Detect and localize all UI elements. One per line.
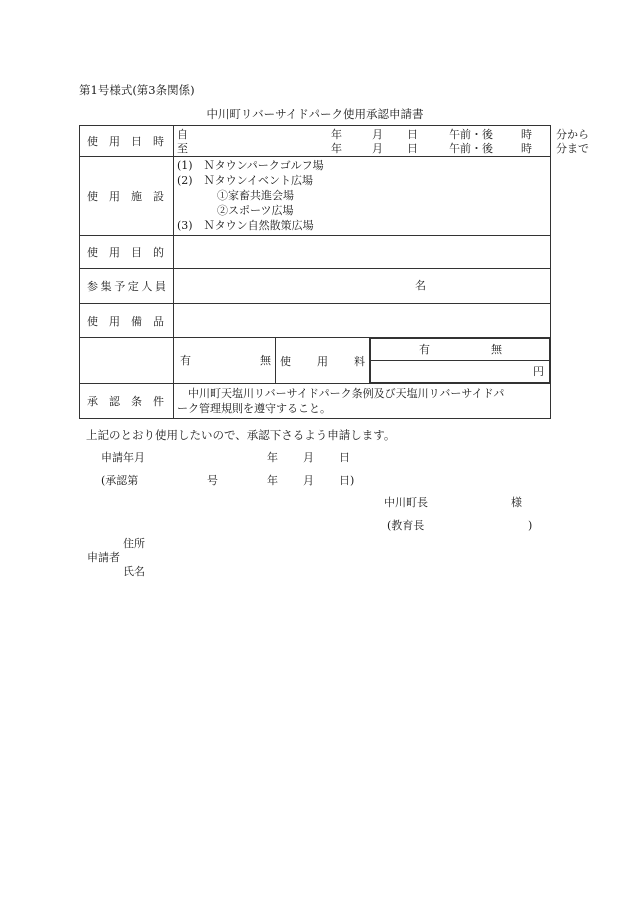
apply-date-month: 月 bbox=[303, 451, 314, 464]
equipment-yes-no[interactable]: 有 無 bbox=[174, 338, 276, 384]
approval-date-month: 月 bbox=[303, 474, 314, 487]
facility-subitem[interactable]: ①家畜共進会場 bbox=[217, 189, 294, 202]
equipment-field[interactable] bbox=[174, 304, 551, 338]
apply-date-day: 日 bbox=[339, 451, 350, 464]
form-number: 第1号様式(第3条関係) bbox=[79, 83, 195, 97]
row-date bbox=[80, 126, 551, 157]
approval-date-year: 年 bbox=[267, 474, 278, 487]
form-title: 中川町リバーサイドパーク使用承認申請書 bbox=[206, 107, 424, 121]
label-attendees: 参 集 予 定 人 員 bbox=[80, 269, 174, 304]
facility-subitem[interactable]: ②スポーツ広場 bbox=[217, 204, 294, 217]
mayor-honorific: 様 bbox=[511, 496, 522, 509]
education-close: ) bbox=[528, 519, 533, 532]
fee-field[interactable] bbox=[370, 338, 551, 384]
mayor-label: 中川町長 bbox=[384, 496, 428, 509]
approval-no-go: 号 bbox=[207, 474, 218, 487]
row-conditions bbox=[80, 384, 551, 419]
row-purpose bbox=[80, 236, 551, 269]
label-conditions: 承 認 条 件 bbox=[80, 384, 174, 419]
approval-no-label: (承認第 bbox=[101, 474, 139, 487]
purpose-field[interactable] bbox=[174, 236, 551, 269]
facility-item[interactable]: (2) Ｎタウンイベント広場 bbox=[177, 174, 314, 187]
attendees-unit: 名 bbox=[415, 279, 426, 292]
label-date: 使 用 日 時 bbox=[80, 126, 174, 157]
fee-no[interactable]: 無 bbox=[491, 343, 502, 356]
label-purpose: 使 用 目 的 bbox=[80, 236, 174, 269]
facility-item[interactable]: (3) Ｎタウン自然散策広場 bbox=[177, 219, 314, 232]
facility-field[interactable] bbox=[174, 157, 551, 236]
label-equipment: 使 用 備 品 bbox=[80, 304, 174, 338]
fee-blank bbox=[80, 338, 174, 384]
date-field[interactable]: 自 年 月 日 午前・後 時 分から 至 年 月 日 午前・後 時 分まで bbox=[174, 126, 551, 157]
row-equipment bbox=[80, 304, 551, 338]
facility-item[interactable]: (1) Ｎタウンパークゴルフ場 bbox=[177, 159, 324, 172]
fee-yes[interactable]: 有 bbox=[419, 343, 430, 356]
apply-date-label: 申請年月 bbox=[101, 451, 145, 464]
application-table bbox=[79, 125, 589, 419]
conditions-text-1: 中川町天塩川リバーサイドパーク条例及び天塩川リバーサイドパ bbox=[188, 387, 505, 400]
label-fee: 使 用 料 bbox=[276, 338, 370, 384]
conditions-field bbox=[174, 384, 551, 419]
attendees-field[interactable] bbox=[174, 269, 551, 304]
applicant-name-label: 氏名 bbox=[123, 565, 145, 578]
education-label: (教育長 bbox=[387, 519, 425, 532]
approval-date-day: 日) bbox=[339, 474, 355, 487]
row-attendees bbox=[80, 269, 551, 304]
row-facility bbox=[80, 157, 551, 236]
row-fee bbox=[80, 338, 551, 384]
applicant-label: 申請者 bbox=[87, 551, 120, 564]
label-facility: 使 用 施 設 bbox=[80, 157, 174, 236]
conditions-text-2: ーク管理規則を遵守すること。 bbox=[177, 402, 331, 415]
apply-date-year: 年 bbox=[267, 451, 278, 464]
applicant-address-label: 住所 bbox=[123, 537, 145, 550]
request-statement: 上記のとおり使用したいので、承認下さるよう申請します。 bbox=[86, 428, 396, 442]
fee-yen: 円 bbox=[533, 365, 544, 378]
